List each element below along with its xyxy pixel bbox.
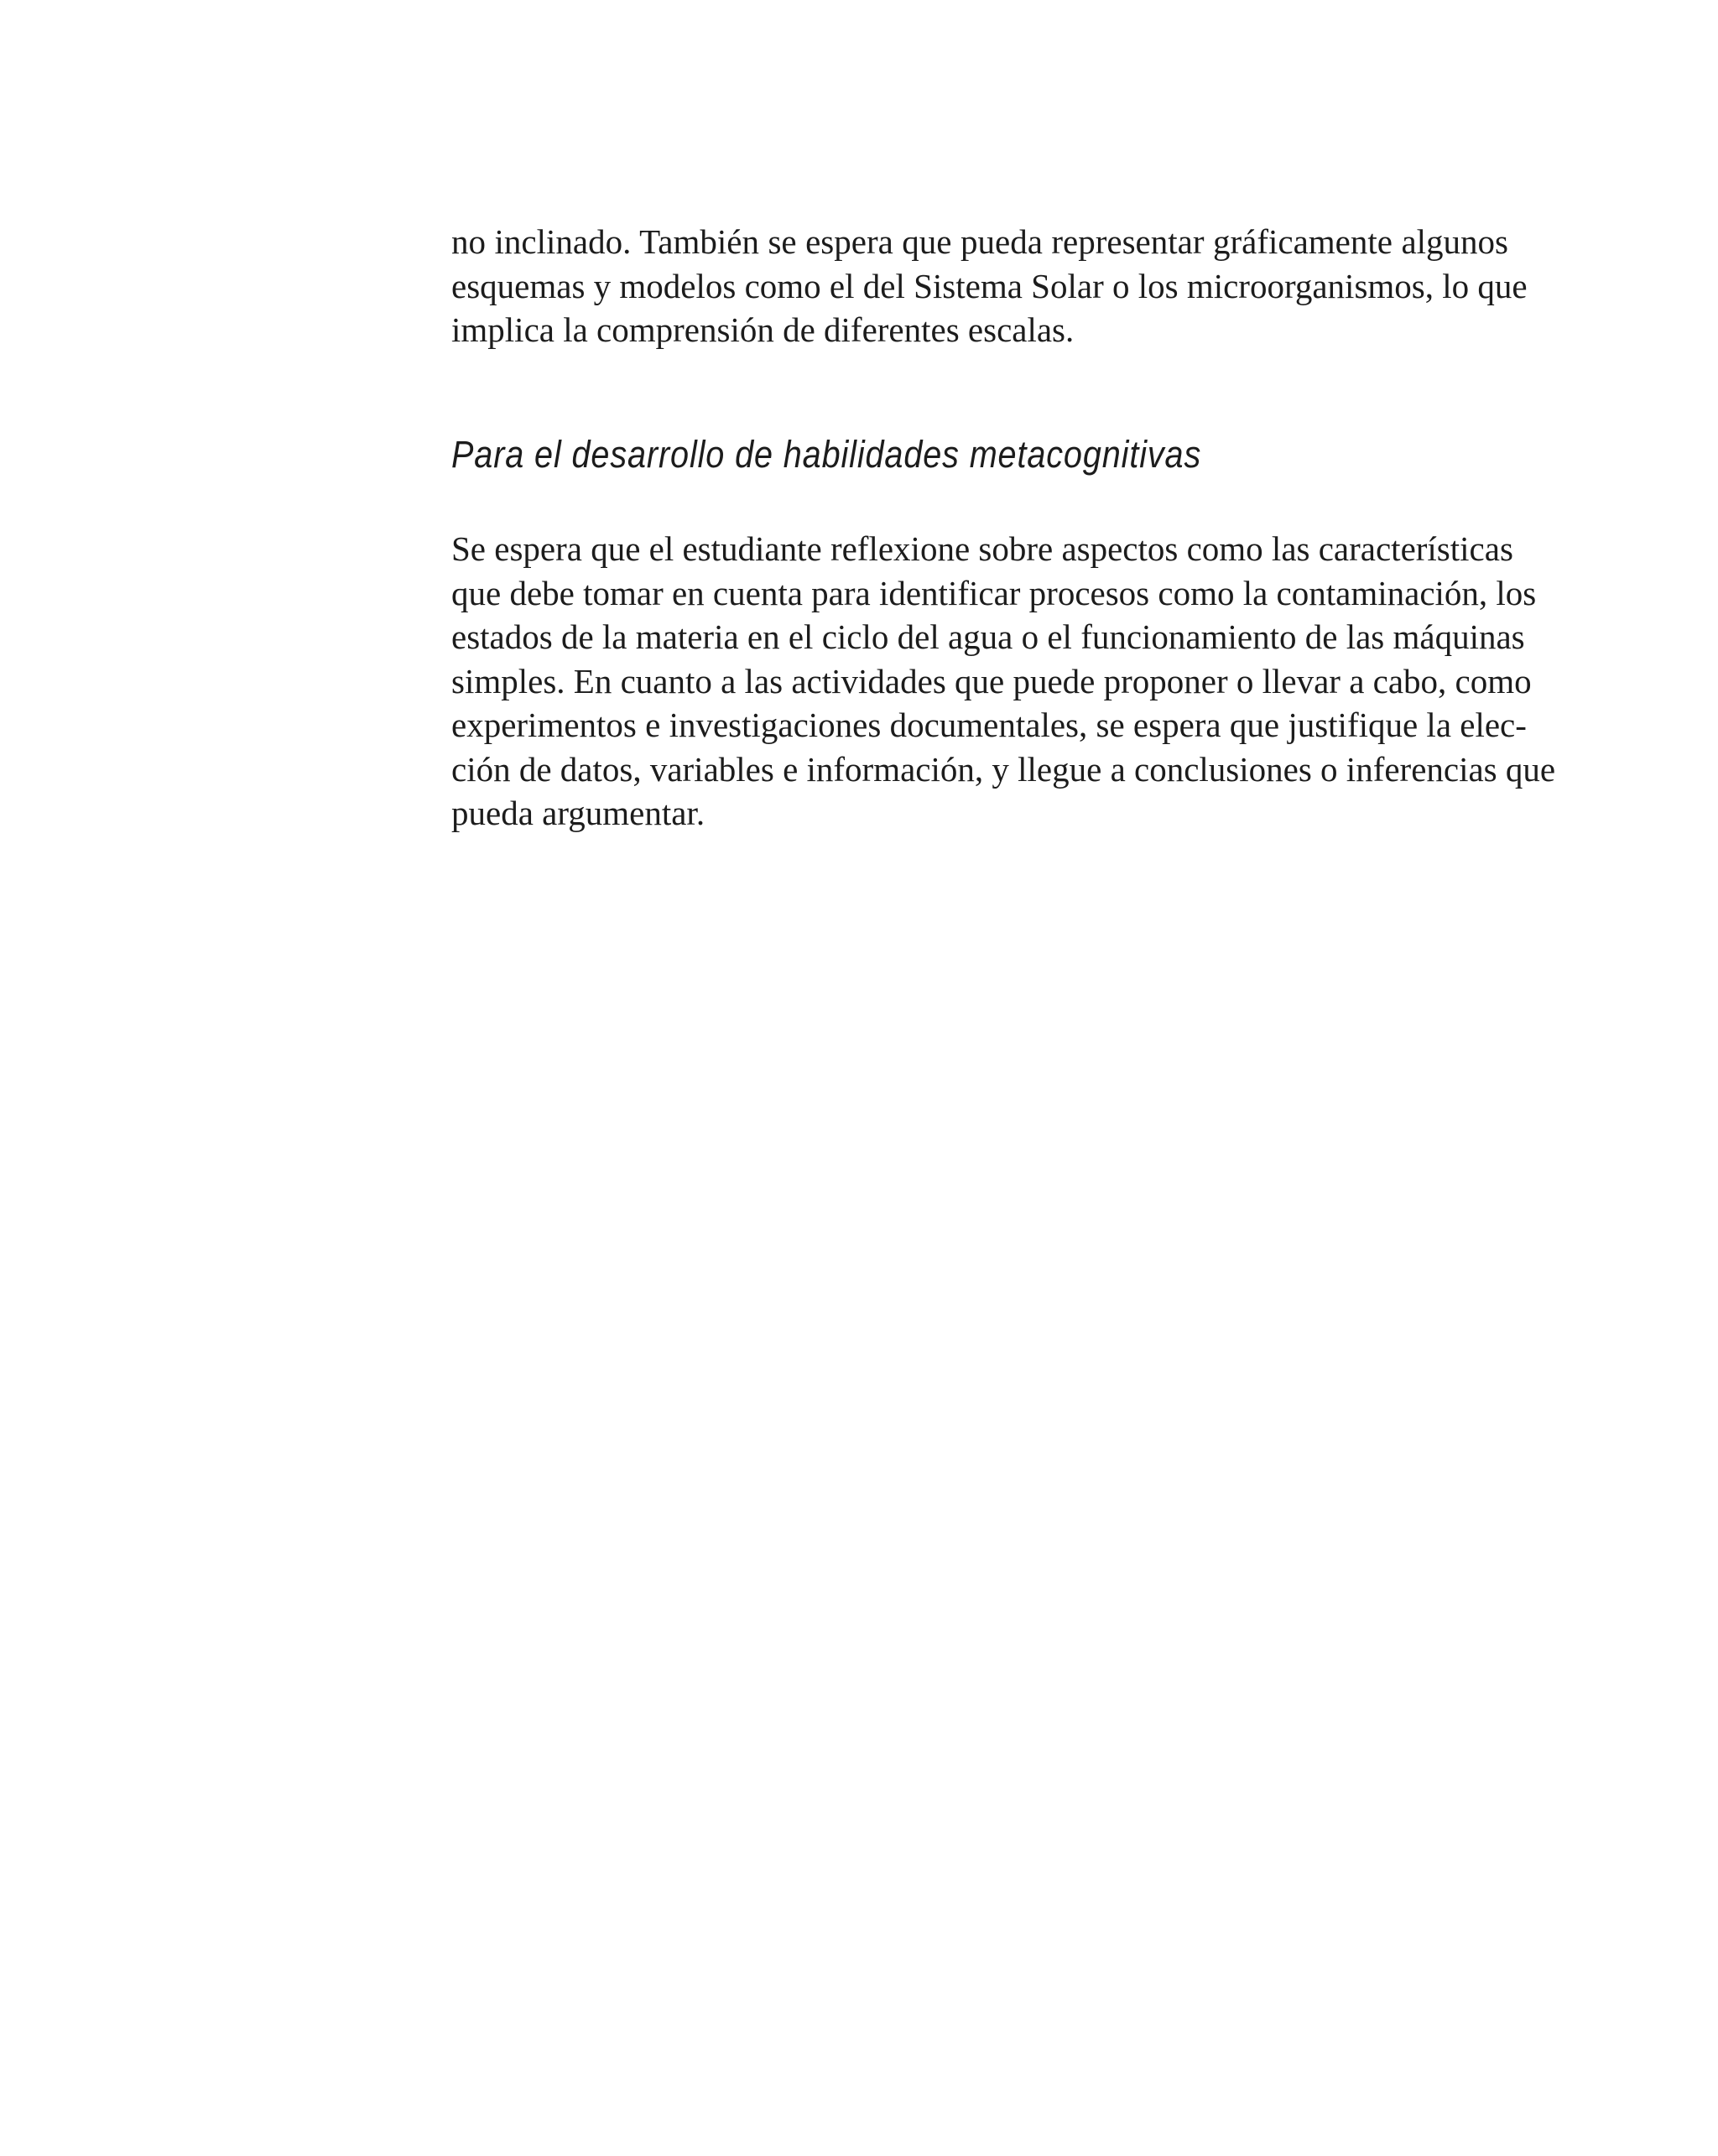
text-line: estados de la materia en el ciclo del agua o el funcionamiento de las máquinas (451, 617, 1525, 656)
paragraph-metacognitive (451, 527, 1556, 836)
text-line: que debe tomar en cuenta para identificar procesos como la contaminación, los (451, 573, 1537, 612)
text-line: pueda argumentar. (451, 794, 705, 832)
text-line: Se espera que el estudiante reflexione sobre aspectos como las características (451, 529, 1513, 568)
text-line: no inclinado. También se espera que pueda representar gráficamente algunos (451, 222, 1508, 261)
section-heading: Para el desarrollo de habilidades metacognitivas (451, 433, 1202, 476)
text-line: ción de datos, variables e información, y llegue a conclusiones o inferencias que (451, 749, 1556, 789)
text-line: experimentos e investigaciones documentales, se espera que justifique la elec- (451, 706, 1527, 744)
text-line: esquemas y modelos como el del Sistema Solar o los microorganismos, lo que (451, 266, 1528, 305)
paragraph-continuation (451, 220, 1528, 352)
text-line: simples. En cuanto a las actividades que puede proponer o llevar a cabo, como (451, 661, 1532, 700)
text-line: implica la comprensión de diferentes escalas. (451, 310, 1075, 349)
